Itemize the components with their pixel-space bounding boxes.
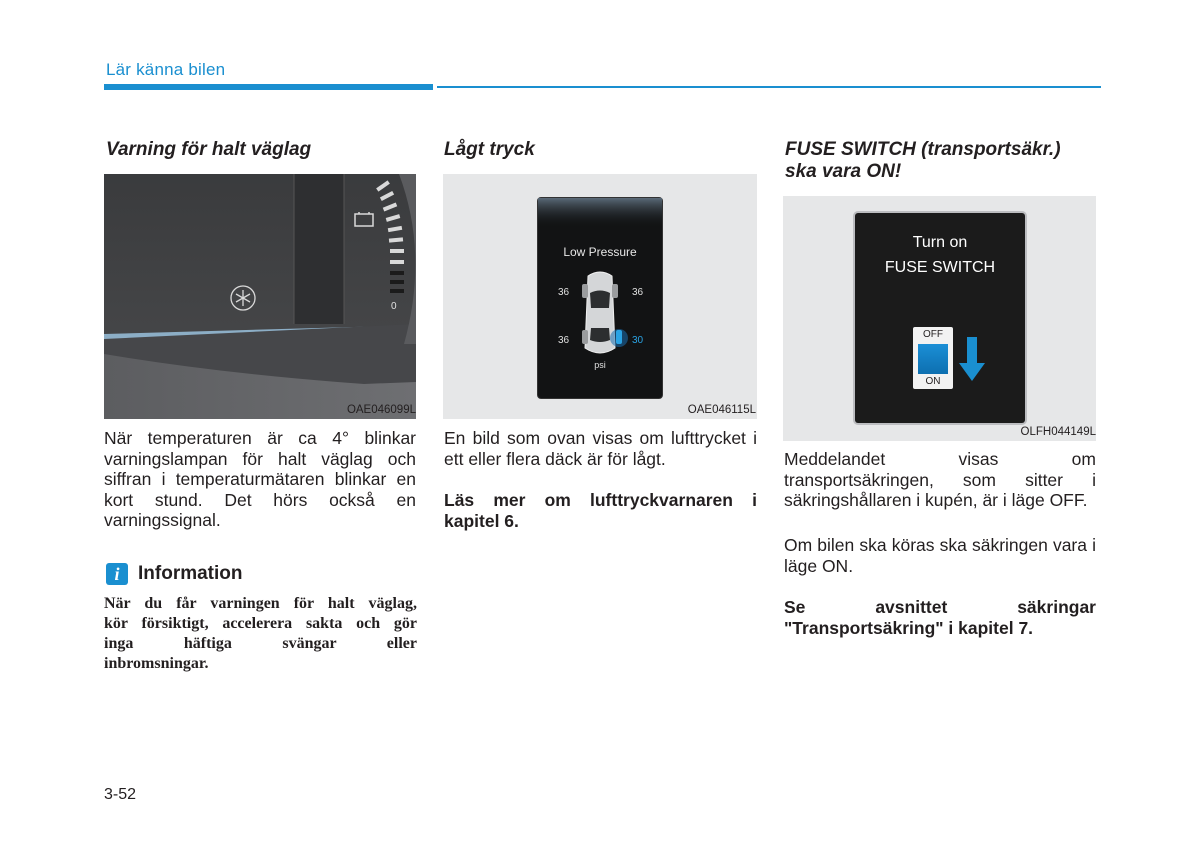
low-pressure-title: Low Pressure (563, 245, 637, 259)
fuse-line-2: FUSE SWITCH (884, 259, 996, 276)
tire-front-left: 36 (558, 287, 570, 298)
fuse-switch-graphic (913, 327, 953, 389)
col2-paragraph: En bild som ovan visas om lufttrycket i ett eller flera däck är för lågt. (444, 428, 757, 469)
col3-paragraph-2: Om bilen ska köras ska säkringen vara i läge ON. (784, 535, 1096, 576)
tire-rear-right: 30 (632, 335, 644, 346)
header-rule-thick (104, 84, 433, 90)
col3-heading-line-1: FUSE SWITCH (transportsäkr.) (785, 139, 1061, 160)
fuse-line-1: Turn on (912, 234, 968, 251)
low-pressure-screen (538, 198, 662, 398)
info-icon: i (106, 563, 128, 585)
col3-reference: Se avsnittet säkringar "Transportsäkring" i kapitel 7. (784, 597, 1096, 638)
dashboard-illustration (104, 174, 416, 419)
info-line-3: inga häftiga svängar eller (104, 635, 417, 652)
fuse-on-label: ON (925, 376, 941, 387)
fuse-switch-screen (855, 213, 1025, 423)
tire-rear-left: 36 (558, 335, 570, 346)
col3-paragraph-1: Meddelandet visas om transportsäkringen, som sitter i säkringshållaren i kupén, är i läge OFF. (784, 449, 1096, 510)
col3-heading (785, 139, 1105, 183)
info-text (104, 594, 417, 674)
gauge-value: 0 (391, 301, 397, 312)
info-title: Information (138, 563, 243, 584)
arrow-down-icon (959, 337, 985, 383)
fuse-switch-slider (918, 344, 948, 374)
fuse-off-label: OFF (923, 329, 943, 340)
info-line-4: inbromsningar. (104, 655, 209, 672)
pressure-unit: psi (594, 360, 606, 370)
col2-heading: Lågt tryck (444, 139, 535, 160)
figure-code: OLFH044149L (1020, 426, 1096, 438)
col1-paragraph: När temperaturen är ca 4° blinkar varningslampan för halt väglag och siffran i temperaturmätaren blinkar en kort stund. Det hörs också en varningssignal. (104, 428, 416, 530)
info-line-2: kör försiktigt, accelerera sakta och gör (104, 615, 417, 632)
header-rule-thin (437, 86, 1101, 88)
dashboard-figure (104, 174, 416, 419)
figure-code: OAE046115L (687, 404, 756, 416)
col3-heading-line-2: ska vara ON! (785, 161, 902, 182)
col2-reference: Läs mer om lufttryckvarnaren i kapitel 6. (444, 490, 757, 531)
figure-code: OAE046099L (346, 404, 416, 416)
col1-heading: Varning för halt väglag (106, 139, 312, 160)
section-title: Lär känna bilen (106, 60, 226, 79)
page-number: 3-52 (104, 786, 137, 803)
tire-front-right: 36 (632, 287, 644, 298)
info-line-1: När du får varningen för halt väglag, (104, 595, 417, 612)
